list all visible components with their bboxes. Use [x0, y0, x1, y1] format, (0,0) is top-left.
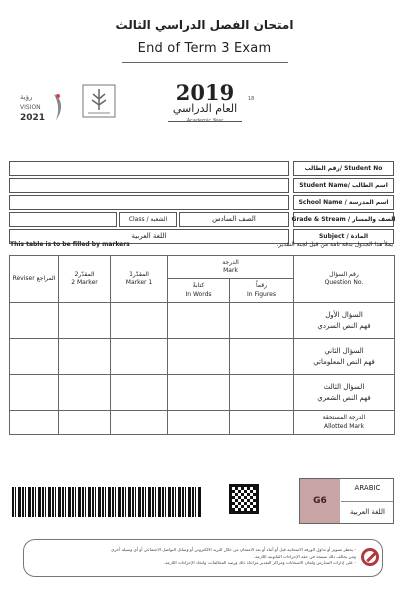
in-figures-total-cell[interactable]	[230, 411, 294, 435]
reviser-header-ar: المراجع	[36, 274, 56, 282]
ministry-of-education-logo	[82, 84, 116, 118]
school-name-label: School Name / اسم المدرسة	[293, 195, 394, 210]
grade-code: G6	[300, 479, 340, 523]
marker1-header-en: Marker 1	[125, 279, 153, 286]
marker1-header	[111, 256, 168, 303]
question-title: السؤال الثاني	[324, 347, 364, 355]
student-number-field[interactable]	[9, 161, 289, 176]
warning-text	[34, 547, 356, 567]
marks-header-row	[10, 256, 395, 279]
title-divider	[122, 62, 288, 63]
vision-2021-logo	[18, 90, 68, 122]
allotted-mark-ar: الدرجة المستحقة	[322, 414, 366, 422]
in-words-header-en: In Words	[185, 290, 212, 298]
question-topic: فهم النص السردي	[317, 321, 371, 330]
marker1-cell[interactable]	[111, 339, 168, 375]
in-figures-header	[230, 279, 294, 303]
in-words-header	[168, 279, 230, 303]
in-words-total-cell[interactable]	[168, 411, 230, 435]
grade-stream-value: الصف السادس	[212, 215, 256, 223]
marker1-cell[interactable]	[111, 375, 168, 411]
marker2-header	[59, 256, 111, 303]
subject-label: Subject / المادة	[293, 229, 394, 244]
subject-value: اللغة العربية	[131, 232, 167, 240]
reviser-header	[10, 256, 59, 303]
vision-logo-word: VISION	[20, 104, 41, 111]
subject-code-arabic: اللغة العربية	[350, 508, 385, 516]
in-figures-header-ar: رقماً	[255, 282, 268, 290]
question-title: السؤال الأول	[325, 311, 363, 319]
in-figures-header-en: In Figures	[247, 290, 276, 298]
student-name-label: Student Name/ اسم الطالب	[293, 178, 394, 193]
table-row	[10, 303, 395, 339]
question-topic: فهم النص الشعري	[317, 393, 371, 402]
qr-code-image	[229, 484, 259, 514]
marks-table	[9, 255, 395, 435]
marker1-header-ar: المقدّر1	[129, 270, 149, 278]
question-topic: فهم النص المعلوماتي	[313, 357, 375, 366]
marker2-total-cell[interactable]	[59, 411, 111, 435]
warning-line-2: ومن يخالف ذلك سيتخذ في حقه الإجراءات القانونية اللازمة.	[253, 553, 356, 559]
allotted-mark-label	[294, 411, 395, 435]
marker2-cell[interactable]	[59, 303, 111, 339]
warning-notice	[23, 539, 383, 577]
question-header-ar: رقم السؤال	[329, 270, 359, 278]
academic-year-label-arabic: العام الدراسي	[172, 102, 238, 115]
question-header-en: Question No.	[324, 279, 364, 286]
subject-code-english: ARABIC	[354, 484, 381, 492]
in-words-cell[interactable]	[168, 339, 230, 375]
in-figures-cell[interactable]	[230, 339, 294, 375]
mark-header	[168, 256, 294, 279]
subject-code-box	[299, 478, 394, 524]
mark-header-en: Mark	[223, 267, 238, 274]
question-cell	[294, 375, 395, 411]
allotted-mark-row	[10, 411, 395, 435]
student-number-label: رقم الطالب/ Student No	[293, 161, 394, 176]
table-row	[10, 339, 395, 375]
reviser-total-cell[interactable]	[10, 411, 59, 435]
vision-logo-arabic: رؤية	[20, 93, 33, 101]
in-words-cell[interactable]	[168, 303, 230, 339]
warning-line-3: - على إدارات المدارس ولجان الامتحانات ومراكز التقدير مراعاة ذلك ورصد المخالفات، واتخاذ الإجراءات اللازمة.	[163, 560, 356, 565]
marker1-cell[interactable]	[111, 303, 168, 339]
subject-code-divider	[341, 501, 394, 502]
exam-title-arabic: امتحان الفصل الدراسي الثالث	[115, 18, 294, 32]
barcode-image	[12, 487, 202, 517]
grade-stream-label: Grade & Stream / الصف والمسار	[293, 212, 394, 227]
markers-note-arabic: يملأ هذا الجدول بدقة تامة من قبل لجنة التقدير.	[276, 241, 393, 248]
reviser-cell[interactable]	[10, 375, 59, 411]
class-field[interactable]	[9, 212, 117, 227]
in-figures-cell[interactable]	[230, 303, 294, 339]
vision-logo-year: 2021	[20, 113, 46, 122]
marker1-total-cell[interactable]	[111, 411, 168, 435]
warning-line-1: - يحظر تصوير أو تداول الورقة الامتحانية قبل أو أثناء أو بعد الامتحان من خلال البريد الالكتروني أو وسائل التواصل الاجتماعي أو أي وسيلة أخرى	[111, 547, 356, 552]
reviser-cell[interactable]	[10, 303, 59, 339]
reviser-header-en: Reviser	[12, 274, 35, 282]
question-cell	[294, 303, 395, 339]
marker2-cell[interactable]	[59, 339, 111, 375]
academic-year-number: 2019	[175, 80, 235, 105]
table-row	[10, 375, 395, 411]
marker2-cell[interactable]	[59, 375, 111, 411]
marker2-header-ar: المقدّر2	[74, 270, 95, 278]
academic-year-label-english: Academic Year	[186, 118, 224, 124]
reviser-cell[interactable]	[10, 339, 59, 375]
question-cell	[294, 339, 395, 375]
academic-year-superscript: 18	[248, 96, 255, 102]
in-words-header-ar: كتابةً	[192, 282, 205, 290]
in-words-cell[interactable]	[168, 375, 230, 411]
school-name-field[interactable]	[9, 195, 289, 210]
class-label: Class / الشعبة	[119, 212, 177, 227]
markers-note-english: This table is to be filled by markers	[10, 241, 130, 248]
allotted-mark-en: Allotted Mark	[323, 422, 365, 430]
marker2-header-en: 2 Marker	[71, 279, 98, 286]
question-header	[294, 256, 395, 303]
no-camera-icon	[361, 548, 379, 566]
student-name-field[interactable]	[9, 178, 289, 193]
exam-title-english: End of Term 3 Exam	[137, 41, 272, 56]
mark-header-ar: الدرجة	[222, 258, 239, 266]
question-title: السؤال الثالث	[323, 383, 365, 391]
in-figures-cell[interactable]	[230, 375, 294, 411]
